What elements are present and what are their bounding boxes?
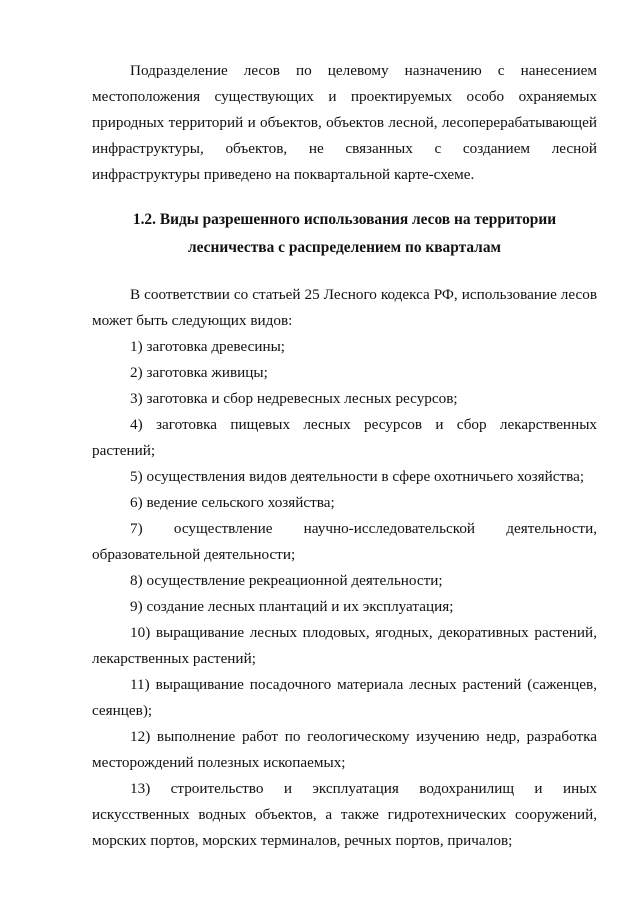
usage-types-list <box>92 334 597 854</box>
list-item: 13) строительство и эксплуатация водохранилищ и иных искусственных водных объектов, а также гидротехнических сооружений, морских портов, морских терминалов, речных портов, причалов; <box>92 780 597 849</box>
list-item: 6) ведение сельского хозяйства; <box>130 494 335 511</box>
section-heading-line-1: 1.2. Виды разрешенного использования лесов на территории <box>132 211 557 228</box>
list-item: 11) выращивание посадочного материала лесных растений (саженцев, сеянцев); <box>92 676 597 719</box>
section-heading <box>92 206 597 262</box>
list-item: 5) осуществления видов деятельности в сфере охотничьего хозяйства; <box>130 468 585 485</box>
intro-paragraph: Подразделение лесов по целевому назначению с нанесением местоположения существующих и проектируемых особо охраняемых природных территорий и объектов, объектов лесной, лесоперерабатывающей инфраструктуры, объектов, не связанных с созданием лесной инфраструктуры приведено на поквартальной карте-схеме. <box>92 62 597 183</box>
list-item: 2) заготовка живицы; <box>130 364 268 381</box>
list-item: 7) осуществление научно-исследовательской деятельности, образовательной деятельности; <box>92 520 597 563</box>
document-page <box>92 58 597 854</box>
list-item: 1) заготовка древесины; <box>130 338 286 355</box>
list-item: 12) выполнение работ по геологическому изучению недр, разработка месторождений полезных ископаемых; <box>92 728 597 771</box>
list-item: 10) выращивание лесных плодовых, ягодных, декоративных растений, лекарственных растений; <box>92 624 597 667</box>
list-item: 4) заготовка пищевых лесных ресурсов и сбор лекарственных растений; <box>92 416 597 459</box>
section-heading-line-2: лесничества с распределением по кварталам <box>188 239 501 256</box>
list-item: 9) создание лесных плантаций и их эксплуатация; <box>130 598 454 615</box>
list-item: 8) осуществление рекреационной деятельности; <box>130 572 443 589</box>
list-item: 3) заготовка и сбор недревесных лесных ресурсов; <box>130 390 458 407</box>
lead-paragraph: В соответствии со статьей 25 Лесного кодекса РФ, использование лесов может быть следующих видов: <box>92 286 597 329</box>
